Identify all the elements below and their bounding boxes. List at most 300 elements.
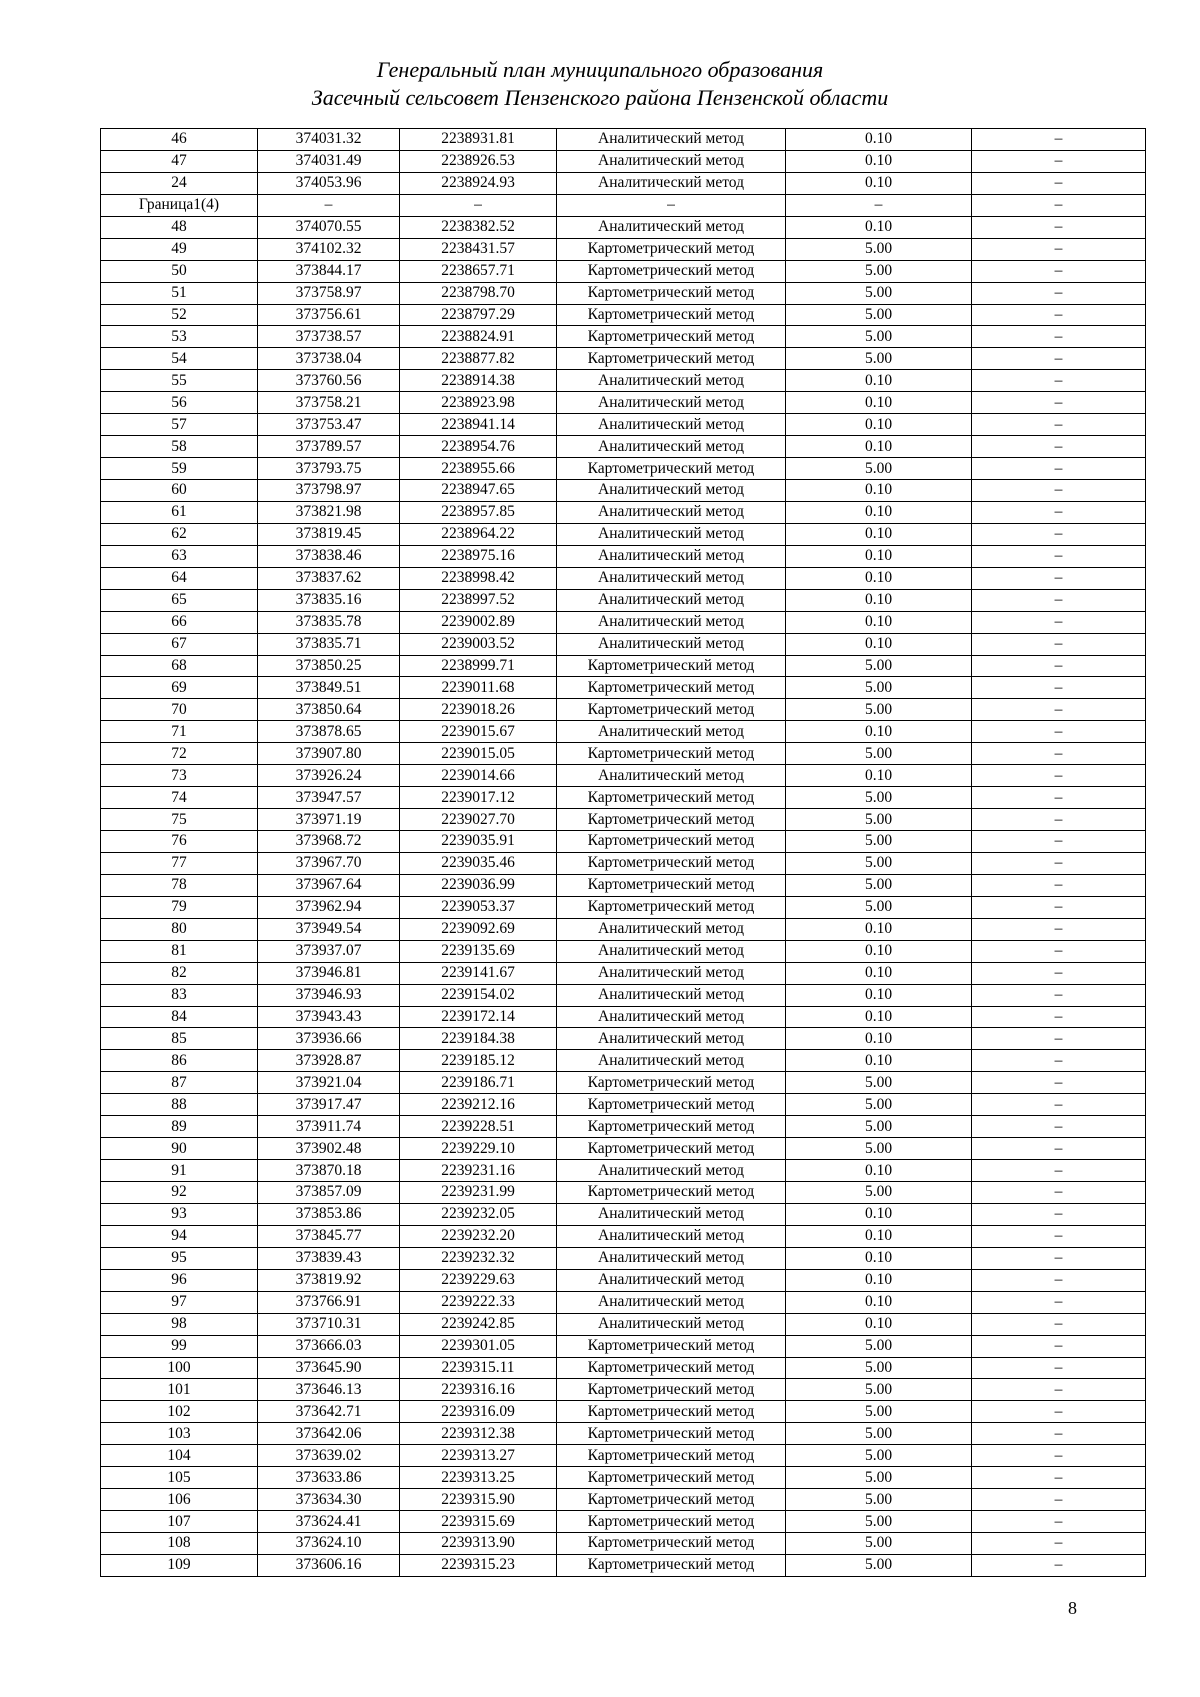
point-number-cell: 89 bbox=[101, 1116, 258, 1138]
point-number-cell: 108 bbox=[101, 1533, 258, 1555]
point-number-cell: 91 bbox=[101, 1160, 258, 1182]
point-number-cell: 71 bbox=[101, 721, 258, 743]
accuracy-cell: 5.00 bbox=[786, 809, 972, 831]
method-cell: Картометрический метод bbox=[557, 1533, 786, 1555]
accuracy-cell: 5.00 bbox=[786, 1533, 972, 1555]
point-number-cell: 88 bbox=[101, 1094, 258, 1116]
x-coordinate-cell: 373967.70 bbox=[258, 852, 400, 874]
x-coordinate-cell: 373835.71 bbox=[258, 633, 400, 655]
table-row bbox=[101, 1182, 1146, 1204]
y-coordinate-cell: 2238997.52 bbox=[400, 589, 557, 611]
accuracy-cell: 0.10 bbox=[786, 1006, 972, 1028]
y-coordinate-cell: 2238964.22 bbox=[400, 523, 557, 545]
y-coordinate-cell: 2239222.33 bbox=[400, 1291, 557, 1313]
description-cell: – bbox=[972, 1445, 1146, 1467]
description-cell: – bbox=[972, 194, 1146, 216]
point-number-cell: 95 bbox=[101, 1247, 258, 1269]
method-cell: Картометрический метод bbox=[557, 1401, 786, 1423]
y-coordinate-cell: 2239242.85 bbox=[400, 1313, 557, 1335]
accuracy-cell: 0.10 bbox=[786, 216, 972, 238]
method-cell: Картометрический метод bbox=[557, 458, 786, 480]
method-cell: Аналитический метод bbox=[557, 1313, 786, 1335]
description-cell: – bbox=[972, 1050, 1146, 1072]
y-coordinate-cell: 2238824.91 bbox=[400, 326, 557, 348]
y-coordinate-cell: 2239172.14 bbox=[400, 1006, 557, 1028]
y-coordinate-cell: 2239015.05 bbox=[400, 743, 557, 765]
y-coordinate-cell: 2239229.63 bbox=[400, 1269, 557, 1291]
point-number-cell: 100 bbox=[101, 1357, 258, 1379]
accuracy-cell: 0.10 bbox=[786, 172, 972, 194]
table-row bbox=[101, 1203, 1146, 1225]
accuracy-cell: 0.10 bbox=[786, 1269, 972, 1291]
point-number-cell: 61 bbox=[101, 501, 258, 523]
method-cell: Аналитический метод bbox=[557, 1291, 786, 1313]
x-coordinate-cell: 373849.51 bbox=[258, 677, 400, 699]
x-coordinate-cell: 373971.19 bbox=[258, 809, 400, 831]
point-number-cell: 94 bbox=[101, 1225, 258, 1247]
table-row bbox=[101, 589, 1146, 611]
y-coordinate-cell: 2238941.14 bbox=[400, 414, 557, 436]
y-coordinate-cell: 2239135.69 bbox=[400, 940, 557, 962]
point-number-cell: 76 bbox=[101, 831, 258, 853]
x-coordinate-cell: 373949.54 bbox=[258, 918, 400, 940]
x-coordinate-cell: 374031.32 bbox=[258, 129, 400, 151]
x-coordinate-cell: 373789.57 bbox=[258, 436, 400, 458]
point-number-cell: 75 bbox=[101, 809, 258, 831]
method-cell: Картометрический метод bbox=[557, 1094, 786, 1116]
table-row bbox=[101, 852, 1146, 874]
point-number-cell: 109 bbox=[101, 1554, 258, 1576]
method-cell: Картометрический метод bbox=[557, 282, 786, 304]
x-coordinate-cell: 373936.66 bbox=[258, 1028, 400, 1050]
point-number-cell: 57 bbox=[101, 414, 258, 436]
description-cell: – bbox=[972, 1313, 1146, 1335]
table-row bbox=[101, 414, 1146, 436]
x-coordinate-cell: 373760.56 bbox=[258, 370, 400, 392]
method-cell: Аналитический метод bbox=[557, 633, 786, 655]
method-cell: Аналитический метод bbox=[557, 370, 786, 392]
table-row bbox=[101, 1006, 1146, 1028]
y-coordinate-cell: 2239228.51 bbox=[400, 1116, 557, 1138]
table-row bbox=[101, 1313, 1146, 1335]
x-coordinate-cell: 373666.03 bbox=[258, 1335, 400, 1357]
accuracy-cell: 5.00 bbox=[786, 1511, 972, 1533]
point-number-cell: 105 bbox=[101, 1467, 258, 1489]
point-number-cell: 55 bbox=[101, 370, 258, 392]
accuracy-cell: 5.00 bbox=[786, 348, 972, 370]
y-coordinate-cell: 2239231.99 bbox=[400, 1182, 557, 1204]
x-coordinate-cell: 373928.87 bbox=[258, 1050, 400, 1072]
x-coordinate-cell: 373878.65 bbox=[258, 721, 400, 743]
description-cell: – bbox=[972, 1291, 1146, 1313]
x-coordinate-cell: 373837.62 bbox=[258, 567, 400, 589]
description-cell: – bbox=[972, 809, 1146, 831]
point-number-cell: 98 bbox=[101, 1313, 258, 1335]
accuracy-cell: 5.00 bbox=[786, 326, 972, 348]
point-number-cell: 56 bbox=[101, 392, 258, 414]
accuracy-cell: 0.10 bbox=[786, 523, 972, 545]
method-cell: Картометрический метод bbox=[557, 1072, 786, 1094]
table-row bbox=[101, 1489, 1146, 1511]
x-coordinate-cell: 373798.97 bbox=[258, 480, 400, 502]
method-cell: Аналитический метод bbox=[557, 480, 786, 502]
method-cell: Картометрический метод bbox=[557, 677, 786, 699]
table-row bbox=[101, 1423, 1146, 1445]
method-cell: Картометрический метод bbox=[557, 348, 786, 370]
y-coordinate-cell: 2238975.16 bbox=[400, 545, 557, 567]
description-cell: – bbox=[972, 699, 1146, 721]
accuracy-cell: 5.00 bbox=[786, 1489, 972, 1511]
x-coordinate-cell: 373634.30 bbox=[258, 1489, 400, 1511]
x-coordinate-cell: 373835.78 bbox=[258, 611, 400, 633]
table-row bbox=[101, 370, 1146, 392]
description-cell: – bbox=[972, 260, 1146, 282]
point-number-cell: 83 bbox=[101, 984, 258, 1006]
x-coordinate-cell: 374102.32 bbox=[258, 238, 400, 260]
y-coordinate-cell: 2239301.05 bbox=[400, 1335, 557, 1357]
x-coordinate-cell: 373738.57 bbox=[258, 326, 400, 348]
accuracy-cell: 5.00 bbox=[786, 1401, 972, 1423]
method-cell: Картометрический метод bbox=[557, 787, 786, 809]
table-row bbox=[101, 1554, 1146, 1576]
method-cell: Картометрический метод bbox=[557, 699, 786, 721]
point-number-cell: 78 bbox=[101, 874, 258, 896]
description-cell: – bbox=[972, 1554, 1146, 1576]
accuracy-cell: 5.00 bbox=[786, 458, 972, 480]
y-coordinate-cell: 2239315.69 bbox=[400, 1511, 557, 1533]
accuracy-cell: 0.10 bbox=[786, 1028, 972, 1050]
description-cell: – bbox=[972, 458, 1146, 480]
description-cell: – bbox=[972, 940, 1146, 962]
x-coordinate-cell: 373819.92 bbox=[258, 1269, 400, 1291]
y-coordinate-cell: 2239229.10 bbox=[400, 1138, 557, 1160]
description-cell: – bbox=[972, 589, 1146, 611]
description-cell: – bbox=[972, 1203, 1146, 1225]
method-cell: Аналитический метод bbox=[557, 1050, 786, 1072]
x-coordinate-cell: 373911.74 bbox=[258, 1116, 400, 1138]
accuracy-cell: 5.00 bbox=[786, 1182, 972, 1204]
table-row bbox=[101, 765, 1146, 787]
method-cell: Аналитический метод bbox=[557, 1160, 786, 1182]
y-coordinate-cell: 2239232.32 bbox=[400, 1247, 557, 1269]
accuracy-cell: 0.10 bbox=[786, 150, 972, 172]
point-number-cell: 48 bbox=[101, 216, 258, 238]
description-cell: – bbox=[972, 1533, 1146, 1555]
method-cell: Картометрический метод bbox=[557, 809, 786, 831]
method-cell: Картометрический метод bbox=[557, 655, 786, 677]
accuracy-cell: 0.10 bbox=[786, 1050, 972, 1072]
accuracy-cell: 0.10 bbox=[786, 633, 972, 655]
method-cell: Аналитический метод bbox=[557, 1006, 786, 1028]
method-cell: Аналитический метод bbox=[557, 765, 786, 787]
description-cell: – bbox=[972, 238, 1146, 260]
method-cell: Картометрический метод bbox=[557, 260, 786, 282]
description-cell: – bbox=[972, 918, 1146, 940]
table-row bbox=[101, 940, 1146, 962]
y-coordinate-cell: 2239011.68 bbox=[400, 677, 557, 699]
description-cell: – bbox=[972, 1028, 1146, 1050]
description-cell: – bbox=[972, 1138, 1146, 1160]
accuracy-cell: 0.10 bbox=[786, 436, 972, 458]
x-coordinate-cell: 373850.25 bbox=[258, 655, 400, 677]
document-header bbox=[0, 56, 1200, 112]
description-cell: – bbox=[972, 1467, 1146, 1489]
coordinates-table bbox=[100, 128, 1146, 1577]
accuracy-cell: 5.00 bbox=[786, 1335, 972, 1357]
description-cell: – bbox=[972, 611, 1146, 633]
table-row bbox=[101, 1094, 1146, 1116]
table-row bbox=[101, 1511, 1146, 1533]
method-cell: Аналитический метод bbox=[557, 1225, 786, 1247]
method-cell: Аналитический метод bbox=[557, 1247, 786, 1269]
table-row bbox=[101, 655, 1146, 677]
table-row bbox=[101, 1050, 1146, 1072]
y-coordinate-cell: 2239002.89 bbox=[400, 611, 557, 633]
table-row bbox=[101, 633, 1146, 655]
accuracy-cell: 0.10 bbox=[786, 962, 972, 984]
method-cell: Картометрический метод bbox=[557, 831, 786, 853]
description-cell: – bbox=[972, 1511, 1146, 1533]
y-coordinate-cell: 2239035.46 bbox=[400, 852, 557, 874]
method-cell: Картометрический метод bbox=[557, 1357, 786, 1379]
y-coordinate-cell: 2239313.27 bbox=[400, 1445, 557, 1467]
description-cell: – bbox=[972, 743, 1146, 765]
description-cell: – bbox=[972, 1269, 1146, 1291]
table-row bbox=[101, 1028, 1146, 1050]
point-number-cell: 66 bbox=[101, 611, 258, 633]
x-coordinate-cell: 373902.48 bbox=[258, 1138, 400, 1160]
method-cell: Аналитический метод bbox=[557, 721, 786, 743]
method-cell: Аналитический метод bbox=[557, 129, 786, 151]
description-cell: – bbox=[972, 523, 1146, 545]
x-coordinate-cell: 373946.81 bbox=[258, 962, 400, 984]
x-coordinate-cell: 373633.86 bbox=[258, 1467, 400, 1489]
table-row bbox=[101, 874, 1146, 896]
x-coordinate-cell: 373921.04 bbox=[258, 1072, 400, 1094]
y-coordinate-cell: 2238877.82 bbox=[400, 348, 557, 370]
accuracy-cell: 5.00 bbox=[786, 655, 972, 677]
table-row bbox=[101, 260, 1146, 282]
method-cell: Аналитический метод bbox=[557, 436, 786, 458]
method-cell: Аналитический метод bbox=[557, 523, 786, 545]
point-number-cell: 85 bbox=[101, 1028, 258, 1050]
table-row bbox=[101, 1445, 1146, 1467]
y-coordinate-cell: 2238955.66 bbox=[400, 458, 557, 480]
accuracy-cell: 5.00 bbox=[786, 787, 972, 809]
accuracy-cell: 5.00 bbox=[786, 831, 972, 853]
accuracy-cell: 5.00 bbox=[786, 677, 972, 699]
point-number-cell: 107 bbox=[101, 1511, 258, 1533]
method-cell: – bbox=[557, 194, 786, 216]
accuracy-cell: 5.00 bbox=[786, 1072, 972, 1094]
x-coordinate-cell: 373835.16 bbox=[258, 589, 400, 611]
y-coordinate-cell: 2238999.71 bbox=[400, 655, 557, 677]
table-row bbox=[101, 918, 1146, 940]
x-coordinate-cell: 373907.80 bbox=[258, 743, 400, 765]
table-row bbox=[101, 1225, 1146, 1247]
y-coordinate-cell: 2239053.37 bbox=[400, 896, 557, 918]
coordinates-table-body bbox=[101, 129, 1146, 1577]
accuracy-cell: 0.10 bbox=[786, 611, 972, 633]
table-row bbox=[101, 545, 1146, 567]
table-row bbox=[101, 172, 1146, 194]
description-cell: – bbox=[972, 1379, 1146, 1401]
table-row bbox=[101, 787, 1146, 809]
point-number-cell: 74 bbox=[101, 787, 258, 809]
table-row bbox=[101, 1467, 1146, 1489]
method-cell: Аналитический метод bbox=[557, 940, 786, 962]
x-coordinate-cell: 373947.57 bbox=[258, 787, 400, 809]
point-number-cell: 82 bbox=[101, 962, 258, 984]
point-number-cell: 53 bbox=[101, 326, 258, 348]
description-cell: – bbox=[972, 787, 1146, 809]
accuracy-cell: 0.10 bbox=[786, 1247, 972, 1269]
point-number-cell: 102 bbox=[101, 1401, 258, 1423]
description-cell: – bbox=[972, 1401, 1146, 1423]
table-row bbox=[101, 348, 1146, 370]
table-row bbox=[101, 150, 1146, 172]
table-row bbox=[101, 1335, 1146, 1357]
y-coordinate-cell: 2239313.25 bbox=[400, 1467, 557, 1489]
method-cell: Аналитический метод bbox=[557, 545, 786, 567]
method-cell: Аналитический метод bbox=[557, 216, 786, 238]
method-cell: Картометрический метод bbox=[557, 874, 786, 896]
y-coordinate-cell: 2239092.69 bbox=[400, 918, 557, 940]
description-cell: – bbox=[972, 1247, 1146, 1269]
description-cell: – bbox=[972, 1116, 1146, 1138]
description-cell: – bbox=[972, 831, 1146, 853]
point-number-cell: 93 bbox=[101, 1203, 258, 1225]
x-coordinate-cell: 373624.10 bbox=[258, 1533, 400, 1555]
y-coordinate-cell: 2238923.98 bbox=[400, 392, 557, 414]
table-row bbox=[101, 1533, 1146, 1555]
page-number: 8 bbox=[1068, 1598, 1077, 1618]
point-number-cell: Граница1(4) bbox=[101, 194, 258, 216]
x-coordinate-cell: 373639.02 bbox=[258, 1445, 400, 1467]
description-cell: – bbox=[972, 348, 1146, 370]
point-number-cell: 70 bbox=[101, 699, 258, 721]
method-cell: Аналитический метод bbox=[557, 1028, 786, 1050]
y-coordinate-cell: 2238954.76 bbox=[400, 436, 557, 458]
accuracy-cell: 0.10 bbox=[786, 721, 972, 743]
method-cell: Аналитический метод bbox=[557, 414, 786, 436]
table-row bbox=[101, 962, 1146, 984]
table-row bbox=[101, 216, 1146, 238]
description-cell: – bbox=[972, 962, 1146, 984]
accuracy-cell: – bbox=[786, 194, 972, 216]
point-number-cell: 51 bbox=[101, 282, 258, 304]
x-coordinate-cell: 373845.77 bbox=[258, 1225, 400, 1247]
description-cell: – bbox=[972, 545, 1146, 567]
accuracy-cell: 5.00 bbox=[786, 1467, 972, 1489]
accuracy-cell: 5.00 bbox=[786, 1423, 972, 1445]
point-number-cell: 87 bbox=[101, 1072, 258, 1094]
point-number-cell: 67 bbox=[101, 633, 258, 655]
point-number-cell: 103 bbox=[101, 1423, 258, 1445]
description-cell: – bbox=[972, 1182, 1146, 1204]
x-coordinate-cell: 373753.47 bbox=[258, 414, 400, 436]
accuracy-cell: 5.00 bbox=[786, 743, 972, 765]
x-coordinate-cell: 373642.71 bbox=[258, 1401, 400, 1423]
accuracy-cell: 0.10 bbox=[786, 392, 972, 414]
y-coordinate-cell: 2239185.12 bbox=[400, 1050, 557, 1072]
point-number-cell: 47 bbox=[101, 150, 258, 172]
x-coordinate-cell: 373853.86 bbox=[258, 1203, 400, 1225]
y-coordinate-cell: 2239015.67 bbox=[400, 721, 557, 743]
point-number-cell: 54 bbox=[101, 348, 258, 370]
x-coordinate-cell: 373645.90 bbox=[258, 1357, 400, 1379]
description-cell: – bbox=[972, 874, 1146, 896]
description-cell: – bbox=[972, 414, 1146, 436]
accuracy-cell: 0.10 bbox=[786, 1291, 972, 1313]
x-coordinate-cell: 373624.41 bbox=[258, 1511, 400, 1533]
y-coordinate-cell: 2239036.99 bbox=[400, 874, 557, 896]
description-cell: – bbox=[972, 655, 1146, 677]
x-coordinate-cell: 373642.06 bbox=[258, 1423, 400, 1445]
description-cell: – bbox=[972, 1423, 1146, 1445]
method-cell: Аналитический метод bbox=[557, 962, 786, 984]
method-cell: Аналитический метод bbox=[557, 501, 786, 523]
x-coordinate-cell: 374031.49 bbox=[258, 150, 400, 172]
point-number-cell: 73 bbox=[101, 765, 258, 787]
y-coordinate-cell: 2239313.90 bbox=[400, 1533, 557, 1555]
y-coordinate-cell: – bbox=[400, 194, 557, 216]
table-row bbox=[101, 238, 1146, 260]
method-cell: Аналитический метод bbox=[557, 172, 786, 194]
x-coordinate-cell: – bbox=[258, 194, 400, 216]
y-coordinate-cell: 2238914.38 bbox=[400, 370, 557, 392]
point-number-cell: 84 bbox=[101, 1006, 258, 1028]
table-row bbox=[101, 282, 1146, 304]
description-cell: – bbox=[972, 172, 1146, 194]
description-cell: – bbox=[972, 567, 1146, 589]
table-row bbox=[101, 1291, 1146, 1313]
x-coordinate-cell: 373758.21 bbox=[258, 392, 400, 414]
x-coordinate-cell: 373946.93 bbox=[258, 984, 400, 1006]
y-coordinate-cell: 2239315.23 bbox=[400, 1554, 557, 1576]
point-number-cell: 49 bbox=[101, 238, 258, 260]
x-coordinate-cell: 373793.75 bbox=[258, 458, 400, 480]
point-number-cell: 60 bbox=[101, 480, 258, 502]
accuracy-cell: 5.00 bbox=[786, 699, 972, 721]
header-title-line2: Засечный сельсовет Пензенского района Пензенской области bbox=[311, 85, 889, 110]
description-cell: – bbox=[972, 282, 1146, 304]
description-cell: – bbox=[972, 677, 1146, 699]
x-coordinate-cell: 373967.64 bbox=[258, 874, 400, 896]
x-coordinate-cell: 373819.45 bbox=[258, 523, 400, 545]
y-coordinate-cell: 2239212.16 bbox=[400, 1094, 557, 1116]
point-number-cell: 77 bbox=[101, 852, 258, 874]
x-coordinate-cell: 373839.43 bbox=[258, 1247, 400, 1269]
x-coordinate-cell: 373838.46 bbox=[258, 545, 400, 567]
accuracy-cell: 0.10 bbox=[786, 1225, 972, 1247]
method-cell: Картометрический метод bbox=[557, 1467, 786, 1489]
y-coordinate-cell: 2239316.16 bbox=[400, 1379, 557, 1401]
description-cell: – bbox=[972, 1160, 1146, 1182]
x-coordinate-cell: 373821.98 bbox=[258, 501, 400, 523]
table-row bbox=[101, 1269, 1146, 1291]
accuracy-cell: 0.10 bbox=[786, 918, 972, 940]
method-cell: Картометрический метод bbox=[557, 326, 786, 348]
table-row bbox=[101, 1138, 1146, 1160]
method-cell: Аналитический метод bbox=[557, 567, 786, 589]
y-coordinate-cell: 2239017.12 bbox=[400, 787, 557, 809]
method-cell: Картометрический метод bbox=[557, 1116, 786, 1138]
accuracy-cell: 0.10 bbox=[786, 370, 972, 392]
method-cell: Картометрический метод bbox=[557, 1445, 786, 1467]
point-number-cell: 24 bbox=[101, 172, 258, 194]
table-row bbox=[101, 436, 1146, 458]
